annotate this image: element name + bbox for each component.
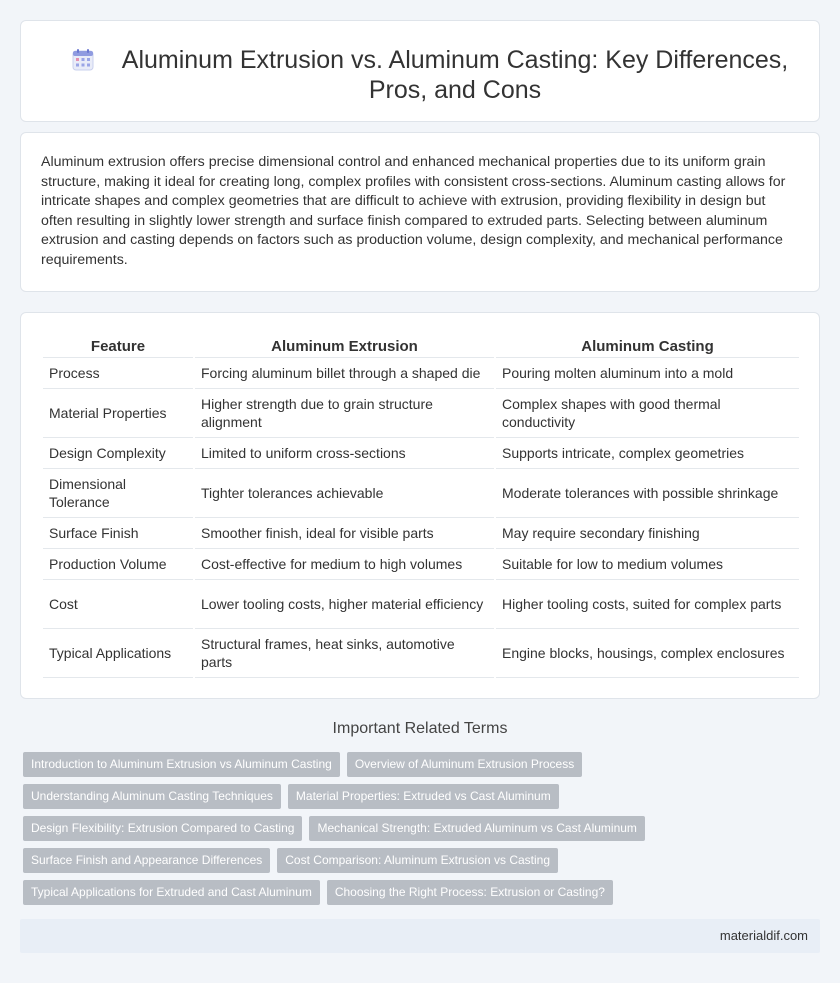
table-row <box>43 628 799 677</box>
table-row <box>43 517 799 548</box>
table-cell-feature: Design Complexity <box>43 437 194 468</box>
comparison-table <box>43 335 799 678</box>
table-cell-extrusion: Forcing aluminum billet through a shaped die <box>194 357 495 388</box>
table-cell-feature: Typical Applications <box>43 628 194 677</box>
table-cell-extrusion: Tighter tolerances achievable <box>194 468 495 517</box>
table-cell-casting: Complex shapes with good thermal conductivity <box>495 388 799 437</box>
table-row <box>43 357 799 388</box>
header-extrusion: Aluminum Extrusion <box>194 335 495 357</box>
calendar-grid-icon <box>71 48 95 72</box>
table-row <box>43 468 799 517</box>
table-row <box>43 548 799 579</box>
related-term-tag[interactable]: Material Properties: Extruded vs Cast Aluminum <box>288 784 559 809</box>
related-terms-section <box>20 718 820 912</box>
footer-site-link[interactable]: materialdif.com <box>719 928 808 943</box>
related-term-tag[interactable]: Choosing the Right Process: Extrusion or Casting? <box>327 880 613 905</box>
related-term-tag[interactable]: Typical Applications for Extruded and Cast Aluminum <box>23 880 320 905</box>
related-terms-title: Important Related Terms <box>332 720 508 737</box>
table-cell-casting: Moderate tolerances with possible shrinkage <box>495 468 799 517</box>
title-card <box>20 20 820 122</box>
tag-row <box>23 784 820 809</box>
header-casting: Aluminum Casting <box>495 335 799 357</box>
table-cell-feature: Material Properties <box>43 388 194 437</box>
table-row <box>43 579 799 628</box>
comparison-table-card <box>20 312 820 699</box>
intro-card <box>20 132 820 292</box>
related-term-tag[interactable]: Design Flexibility: Extrusion Compared to Casting <box>23 816 302 841</box>
table-cell-feature: Process <box>43 357 194 388</box>
related-term-tag[interactable]: Mechanical Strength: Extruded Aluminum vs Cast Aluminum <box>309 816 644 841</box>
table-cell-extrusion: Structural frames, heat sinks, automotive parts <box>194 628 495 677</box>
table-header-row <box>43 335 799 357</box>
table-cell-casting: Higher tooling costs, suited for complex parts <box>495 579 799 628</box>
table-cell-extrusion: Limited to uniform cross-sections <box>194 437 495 468</box>
tag-row <box>23 848 820 873</box>
intro-paragraph: Aluminum extrusion offers precise dimensional control and enhanced mechanical properties due to its uniform grain structure, making it ideal for creating long, complex profiles with consistent cross-sections. Aluminum casting allows for intricate shapes and complex geometries that are difficult to achieve with extrusion, providing flexibility in design but often resulting in slightly lower strength and surface finish compared to extruded parts. Selecting between aluminum extrusion and casting depends on factors such as production volume, design complexity, and mechanical performance requirements. <box>41 154 786 268</box>
table-cell-extrusion: Cost-effective for medium to high volumes <box>194 548 495 579</box>
table-row <box>43 388 799 437</box>
table-cell-feature: Dimensional Tolerance <box>43 468 194 517</box>
header-feature: Feature <box>43 335 194 357</box>
related-term-tag[interactable]: Overview of Aluminum Extrusion Process <box>347 752 582 777</box>
table-cell-casting: Engine blocks, housings, complex enclosures <box>495 628 799 677</box>
related-term-tag[interactable]: Understanding Aluminum Casting Techniques <box>23 784 281 809</box>
table-cell-feature: Production Volume <box>43 548 194 579</box>
tag-row <box>23 752 820 777</box>
table-cell-feature: Surface Finish <box>43 517 194 548</box>
related-term-tag[interactable]: Surface Finish and Appearance Differences <box>23 848 270 873</box>
table-cell-casting: Supports intricate, complex geometries <box>495 437 799 468</box>
table-cell-extrusion: Smoother finish, ideal for visible parts <box>194 517 495 548</box>
related-term-tag[interactable]: Cost Comparison: Aluminum Extrusion vs Casting <box>277 848 558 873</box>
table-cell-extrusion: Higher strength due to grain structure alignment <box>194 388 495 437</box>
page-title: Aluminum Extrusion vs. Aluminum Casting: Key Differences, Pros, and Cons <box>121 46 789 104</box>
table-cell-casting: Pouring molten aluminum into a mold <box>495 357 799 388</box>
table-row <box>43 437 799 468</box>
tag-row <box>23 816 820 841</box>
table-cell-casting: May require secondary finishing <box>495 517 799 548</box>
tag-row <box>23 880 820 905</box>
related-term-tag[interactable]: Introduction to Aluminum Extrusion vs Aluminum Casting <box>23 752 340 777</box>
footer <box>20 919 820 953</box>
table-cell-extrusion: Lower tooling costs, higher material efficiency <box>194 579 495 628</box>
table-cell-feature: Cost <box>43 579 194 628</box>
table-cell-casting: Suitable for low to medium volumes <box>495 548 799 579</box>
